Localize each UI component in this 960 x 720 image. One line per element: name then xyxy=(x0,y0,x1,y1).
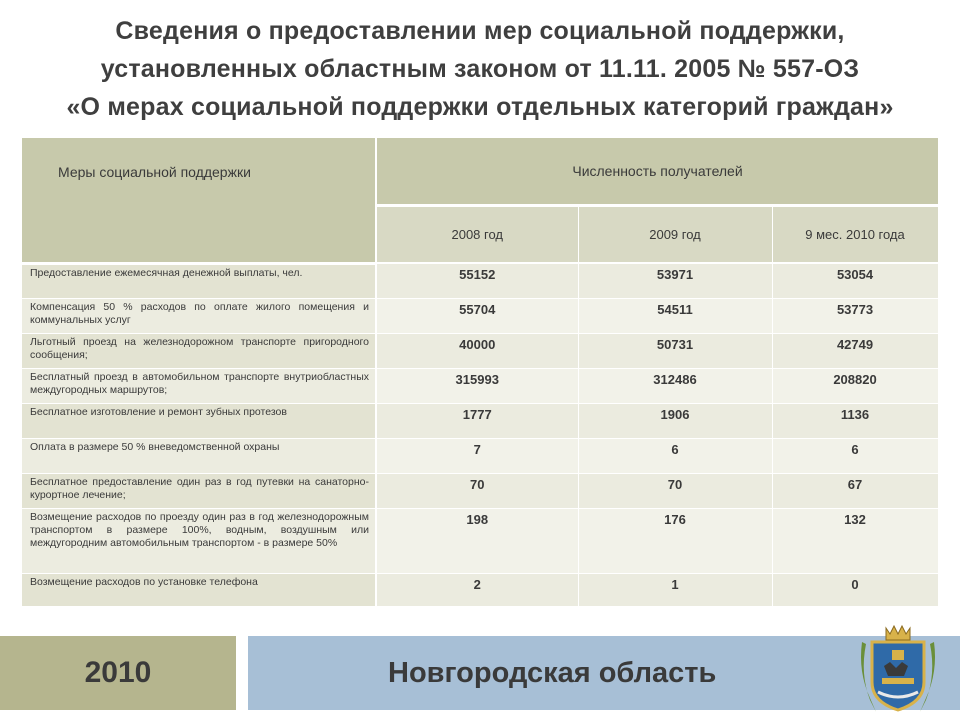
cell-2009: 176 xyxy=(578,508,772,573)
cell-2010: 0 xyxy=(772,573,938,606)
cell-2008: 198 xyxy=(376,508,578,573)
table-row xyxy=(22,473,938,508)
row-label: Возмещение расходов по проезду один раз в год железнодорожным транспортом в размере 100%, водным, воздушным или междугородним автомобильным транспортом - в размере 50% xyxy=(22,508,376,573)
title-line-2: установленных областным законом от 11.11. 2005 № 557-ОЗ xyxy=(100,55,860,83)
cell-2008: 55152 xyxy=(376,263,578,298)
cell-2009: 50731 xyxy=(578,333,772,368)
cell-2010: 42749 xyxy=(772,333,938,368)
table-row xyxy=(22,368,938,403)
row-label: Бесплатный проезд в автомобильном транспорте внутриобластных междугородных маршрутов; xyxy=(22,368,376,403)
cell-2009: 1 xyxy=(578,573,772,606)
table-row xyxy=(22,573,938,606)
table-row xyxy=(22,298,938,333)
cell-2010: 1136 xyxy=(772,403,938,438)
row-label: Компенсация 50 % расходов по оплате жилого помещения и коммунальных услуг xyxy=(22,298,376,333)
support-measures-table xyxy=(22,138,939,607)
table-row xyxy=(22,263,938,298)
cell-2010: 53773 xyxy=(772,298,938,333)
row-label: Предоставление ежемесячная денежной выплаты, чел. xyxy=(22,263,376,298)
page-title xyxy=(0,12,960,126)
cell-2009: 70 xyxy=(578,473,772,508)
cell-2009: 6 xyxy=(578,438,772,473)
footer-year: 2010 xyxy=(84,656,152,689)
row-label: Льготный проезд на железнодорожном транспорте пригородного сообщения; xyxy=(22,333,376,368)
header-recipients: Численность получателей xyxy=(376,138,938,206)
cell-2008: 2 xyxy=(376,573,578,606)
footer-region-panel xyxy=(248,636,960,710)
footer-region: Новгородская область xyxy=(388,656,717,689)
row-label: Бесплатное изготовление и ремонт зубных протезов xyxy=(22,403,376,438)
cell-2008: 315993 xyxy=(376,368,578,403)
cell-2008: 7 xyxy=(376,438,578,473)
cell-2008: 1777 xyxy=(376,403,578,438)
footer-year-panel xyxy=(0,636,236,710)
header-year-2008: 2008 год xyxy=(376,206,578,264)
cell-2009: 312486 xyxy=(578,368,772,403)
cell-2010: 53054 xyxy=(772,263,938,298)
row-label: Бесплатное предоставление один раз в год путевки на санаторно-курортное лечение; xyxy=(22,473,376,508)
cell-2008: 40000 xyxy=(376,333,578,368)
row-label: Возмещение расходов по установке телефона xyxy=(22,573,376,606)
table-row xyxy=(22,438,938,473)
cell-2009: 1906 xyxy=(578,403,772,438)
header-year-2009: 2009 год xyxy=(578,206,772,264)
table-row xyxy=(22,333,938,368)
cell-2009: 54511 xyxy=(578,298,772,333)
table-row xyxy=(22,403,938,438)
cell-2010: 132 xyxy=(772,508,938,573)
title-line-3: «О мерах социальной поддержки отдельных категорий граждан» xyxy=(66,93,894,121)
title-line-1: Сведения о предоставлении мер социальной поддержки, xyxy=(115,17,845,45)
cell-2010: 67 xyxy=(772,473,938,508)
table-row xyxy=(22,508,938,573)
cell-2008: 70 xyxy=(376,473,578,508)
cell-2009: 53971 xyxy=(578,263,772,298)
header-measures: Меры социальной поддержки xyxy=(22,138,376,263)
header-year-2010: 9 мес. 2010 года xyxy=(772,206,938,264)
coat-of-arms-icon xyxy=(856,622,940,716)
cell-2010: 208820 xyxy=(772,368,938,403)
row-label: Оплата в размере 50 % вневедомственной охраны xyxy=(22,438,376,473)
cell-2008: 55704 xyxy=(376,298,578,333)
cell-2010: 6 xyxy=(772,438,938,473)
